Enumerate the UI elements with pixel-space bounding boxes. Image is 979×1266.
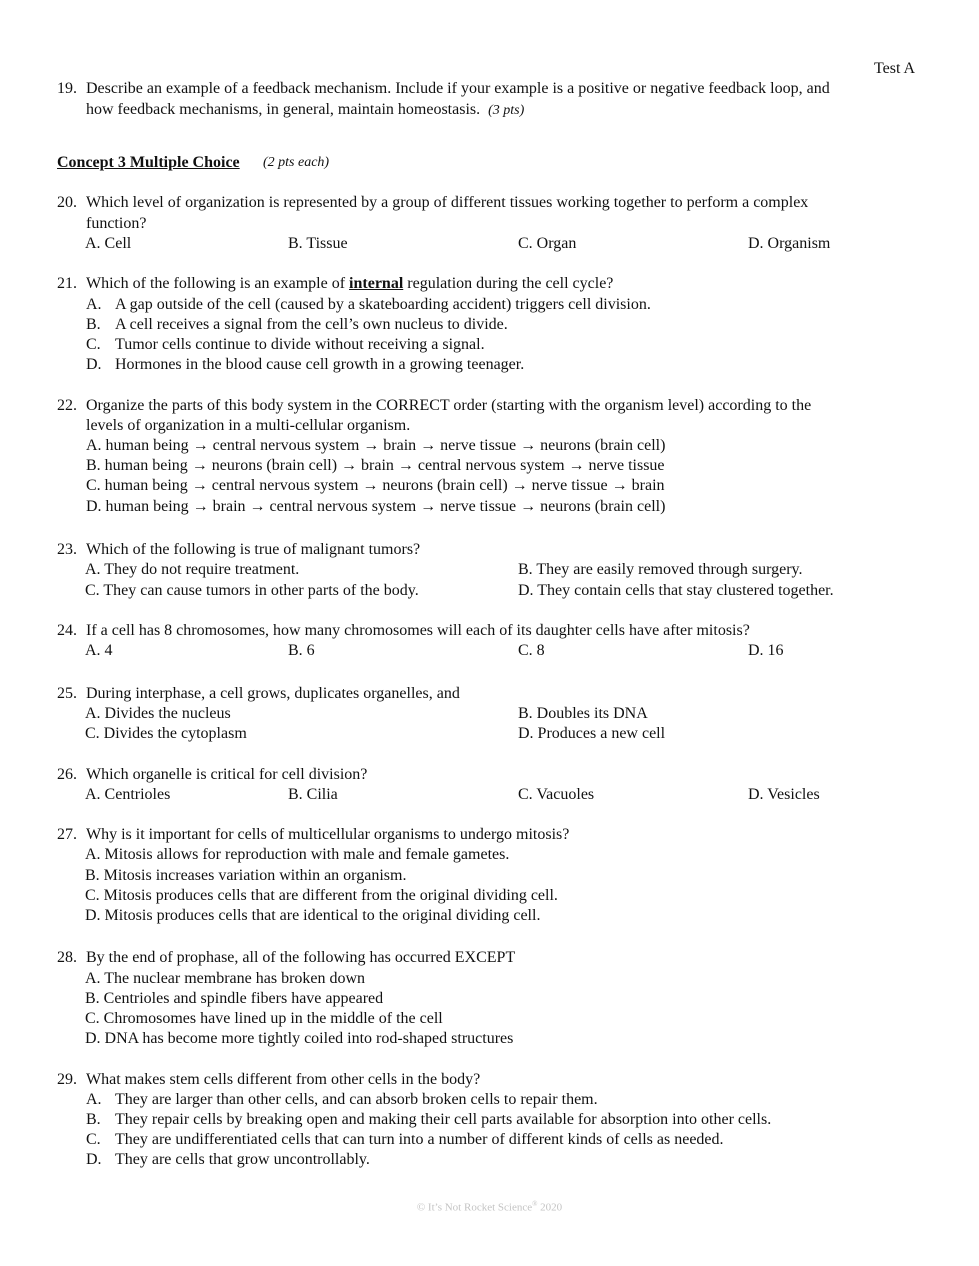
question-text-part: regulation during the cell cycle? [403, 275, 614, 292]
answer-option: C. Organ [518, 235, 577, 252]
section-title: Concept 3 Multiple Choice [57, 154, 240, 171]
answer-letter: D. [86, 1151, 102, 1168]
answer-option: Hormones in the blood cause cell growth in a growing teenager. [115, 356, 525, 373]
answer-letter: A. [86, 1091, 102, 1108]
question-text: Why is it important for cells of multicellular organisms to undergo mitosis? [86, 826, 570, 843]
question-number: 25. [57, 685, 77, 702]
question-text-line: how feedback mechanisms, in general, maintain homeostasis. [86, 101, 481, 118]
answer-option: A gap outside of the cell (caused by a skateboarding accident) triggers cell division. [115, 296, 651, 313]
question-number: 27. [57, 826, 77, 843]
copyright-footer [0, 1194, 979, 1218]
answer-letter: B. [86, 316, 101, 333]
question-text: levels of organization in a multi-cellular organism. [86, 417, 411, 434]
question-text: function? [86, 215, 147, 232]
answer-letter: C. [86, 1131, 101, 1148]
test-label: Test A [874, 60, 916, 77]
answer-letter: A. [86, 296, 102, 313]
question-text: Which level of organization is represented by a group of different tissues working together to perform a complex [86, 194, 809, 211]
question-number: 28. [57, 949, 77, 966]
question-number: 24. [57, 622, 77, 639]
answer-option: D. human being → brain → central nervous system → nerve tissue → neurons (brain cell) [86, 498, 666, 515]
answer-option: C. human being → central nervous system → neurons (brain cell) → nerve tissue → brain [86, 477, 665, 494]
question-number: 26. [57, 766, 77, 783]
question-text: Describe an example of a feedback mechanism. Include if your example is a positive or negative feedback loop, and [86, 80, 830, 97]
answer-option: C. Chromosomes have lined up in the middle of the cell [85, 1010, 443, 1027]
question-text: By the end of prophase, all of the following has occurred EXCEPT [86, 949, 516, 966]
question-text: If a cell has 8 chromosomes, how many chromosomes will each of its daughter cells have after mitosis? [86, 622, 750, 639]
answer-option: B. Mitosis increases variation within an organism. [85, 867, 407, 884]
answer-option: A. The nuclear membrane has broken down [85, 970, 366, 987]
answer-option: C. They can cause tumors in other parts of the body. [85, 582, 419, 599]
registered-mark: ® [532, 1200, 538, 1208]
answer-option: D. Mitosis produces cells that are identical to the original dividing cell. [85, 907, 541, 924]
answer-option: D. 16 [748, 642, 784, 659]
question-number: 19. [57, 80, 77, 97]
question-number: 29. [57, 1071, 77, 1088]
answer-letter: C. [86, 336, 101, 353]
answer-option: B. Doubles its DNA [518, 705, 648, 722]
question-text: Which of the following is true of malignant tumors? [86, 541, 421, 558]
answer-option: A. Cell [85, 235, 132, 252]
answer-option: D. They contain cells that stay clustered together. [518, 582, 834, 599]
answer-letter: B. [86, 1111, 101, 1128]
question-number: 21. [57, 275, 77, 292]
question-text: What makes stem cells different from other cells in the body? [86, 1071, 481, 1088]
question-text: During interphase, a cell grows, duplicates organelles, and [86, 685, 460, 702]
answer-option: C. 8 [518, 642, 545, 659]
answer-option: A. They do not require treatment. [85, 561, 300, 578]
points-note: (3 pts) [488, 103, 525, 118]
answer-option: B. Cilia [288, 786, 338, 803]
question-number: 22. [57, 397, 77, 414]
section-note: (2 pts each) [263, 155, 330, 170]
copyright-year: 2020 [540, 1201, 563, 1214]
question-text: Organize the parts of this body system in the CORRECT order (starting with the organism level) according to the [86, 397, 812, 414]
answer-option: A. Mitosis allows for reproduction with male and female gametes. [85, 846, 510, 863]
question-text [86, 274, 613, 294]
answer-option: B. Tissue [288, 235, 348, 252]
answer-option: A. Centrioles [85, 786, 171, 803]
answer-option: They repair cells by breaking open and making their cell parts available for absorption into other cells. [115, 1111, 772, 1128]
question-number: 20. [57, 194, 77, 211]
answer-option: B. They are easily removed through surgery. [518, 561, 803, 578]
answer-option: B. 6 [288, 642, 315, 659]
emphasized-word: internal [349, 275, 404, 292]
answer-option: They are larger than other cells, and can absorb broken cells to repair them. [115, 1091, 598, 1108]
answer-option: A. 4 [85, 642, 113, 659]
question-text: Which organelle is critical for cell division? [86, 766, 368, 783]
answer-option: A. Divides the nucleus [85, 705, 231, 722]
answer-letter: D. [86, 356, 102, 373]
answer-option: D. Produces a new cell [518, 725, 666, 742]
question-text-part: Which of the following is an example of [86, 275, 350, 292]
answer-option: A cell receives a signal from the cell’s own nucleus to divide. [115, 316, 508, 333]
answer-option: Tumor cells continue to divide without receiving a signal. [115, 336, 485, 353]
question-text [86, 100, 524, 121]
answer-option: C. Divides the cytoplasm [85, 725, 247, 742]
answer-option: D. Organism [748, 235, 831, 252]
answer-option: C. Vacuoles [518, 786, 595, 803]
question-number: 23. [57, 541, 77, 558]
answer-option: They are undifferentiated cells that can turn into a number of different kinds of cells as needed. [115, 1131, 724, 1148]
answer-option: C. Mitosis produces cells that are different from the original dividing cell. [85, 887, 558, 904]
copyright-text: © It’s Not Rocket Science [416, 1201, 533, 1214]
answer-option: D. Vesicles [748, 786, 820, 803]
answer-option: B. Centrioles and spindle fibers have appeared [85, 990, 384, 1007]
answer-option: They are cells that grow uncontrollably. [115, 1151, 370, 1168]
answer-option: A. human being → central nervous system → brain → nerve tissue → neurons (brain cell) [86, 437, 666, 454]
answer-option: D. DNA has become more tightly coiled into rod-shaped structures [85, 1030, 514, 1047]
answer-option: B. human being → neurons (brain cell) → brain → central nervous system → nerve tissue [86, 457, 665, 474]
